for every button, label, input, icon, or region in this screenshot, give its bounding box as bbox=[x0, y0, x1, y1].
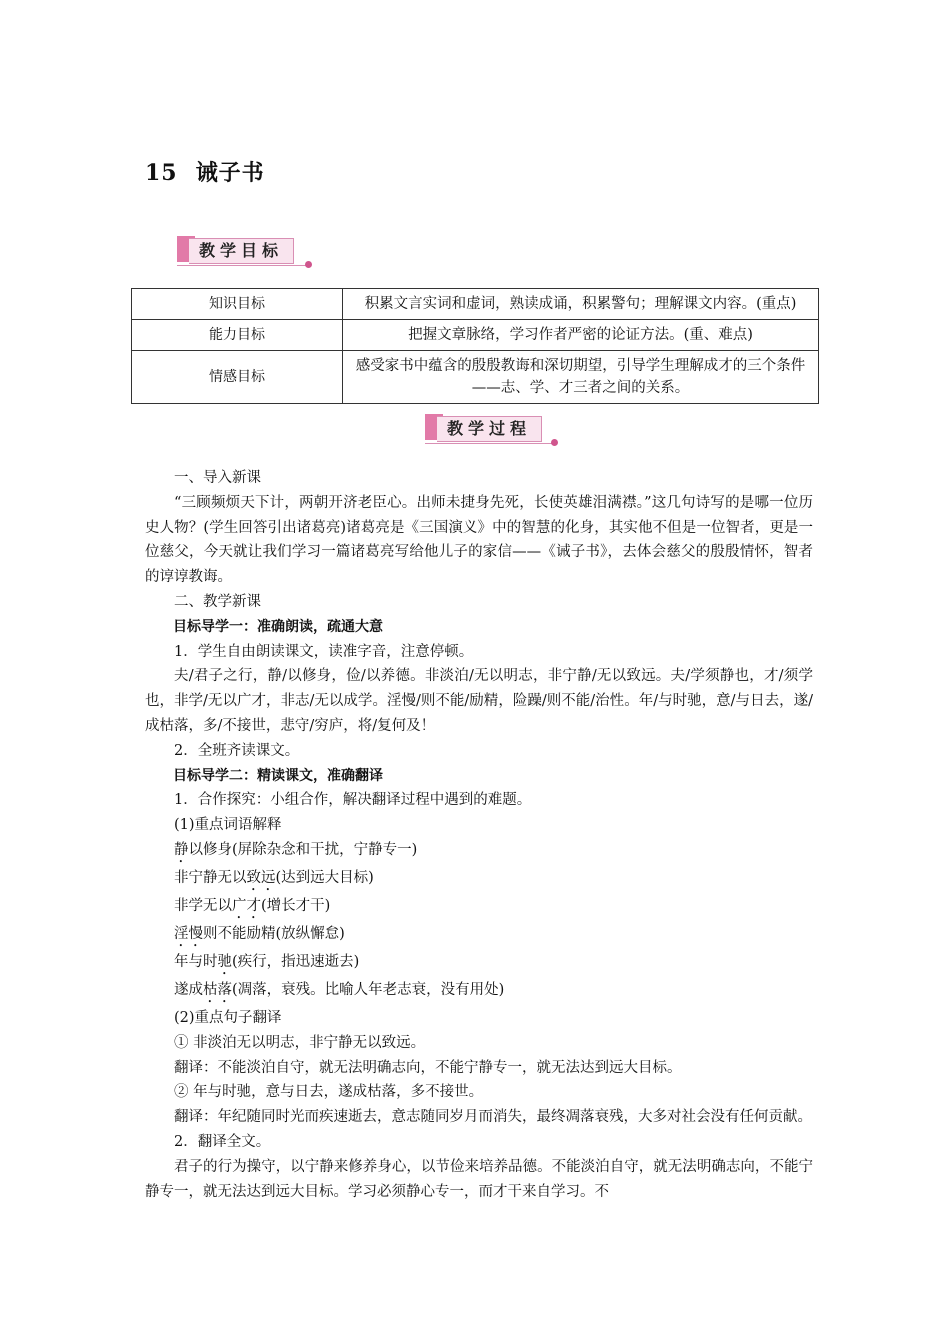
word-item: 非宁静无以致远(达到远大目标) bbox=[174, 869, 374, 886]
goal-heading: 目标导学二：精读课文，准确翻译 bbox=[173, 767, 383, 784]
translation: 翻译：不能淡泊自守，就无法明确志向，不能宁静专一，就无法达到远大目标。 bbox=[174, 1059, 682, 1076]
goal-content: 把握文章脉络，学习作者严密的论证方法。(重、难点) bbox=[343, 320, 819, 351]
lesson-title bbox=[145, 156, 265, 187]
goal-content: 感受家书中蕴含的殷殷教诲和深切期望，引导学生理解成才的三个条件——志、学、才三者之间的关系。 bbox=[343, 351, 819, 404]
sub-heading: (2)重点句子翻译 bbox=[174, 1009, 282, 1026]
lesson-body bbox=[145, 466, 813, 1204]
intro-paragraph: “三顾频烦天下计，两朝开济老臣心。出师未捷身先死，长使英雄泪满襟。”这几句诗写的是哪一位历史人物？(学生回答引出诸葛亮)诸葛亮是《三国演义》中的智慧的化身，其实他不但是一位智者，更是一位慈父，今天就让我们学习一篇诸葛亮写给他儿子的家信——《诫子书》，去体会慈父的殷殷情怀，智者的谆谆教诲。 bbox=[145, 494, 813, 586]
table-row bbox=[132, 351, 819, 404]
goals-banner bbox=[177, 236, 317, 270]
step-text: 1．学生自由朗读课文，读准字音，注意停顿。 bbox=[174, 643, 474, 660]
step-text: 2．全班齐读课文。 bbox=[174, 742, 300, 759]
goal-heading: 目标导学一：准确朗读，疏通大意 bbox=[173, 618, 383, 635]
key-word: 致远 bbox=[246, 869, 276, 886]
lesson-number: 15 bbox=[145, 160, 178, 186]
key-word: 驰 bbox=[217, 953, 232, 970]
word-item: 年与时驰(疾行，指迅速逝去) bbox=[174, 953, 360, 970]
reading-passage: 夫/君子之行，静/以修身，俭/以养德。非淡泊/无以明志，非宁静/无以致远。夫/学须静也，才/须学也，非学/无以广才，非志/无以成学。淫慢/则不能/励精，险躁/则不能/治性。年/与时驰，意/与日去，遂/成枯落，多/不接世，悲守/穷庐，将/复何及！ bbox=[145, 668, 813, 734]
key-word: 静 bbox=[174, 841, 189, 858]
word-item: 淫慢则不能励精(放纵懈怠) bbox=[174, 925, 345, 942]
key-word: 广才 bbox=[232, 897, 261, 914]
sub-heading: (1)重点词语解释 bbox=[174, 817, 282, 834]
full-translation: 君子的行为操守，以宁静来修养身心，以节俭来培养品德。不能淡泊自守，就无法明确志向，不能宁静专一，就无法达到远大目标。学习必须静心专一，而才干来自学习。不 bbox=[145, 1158, 813, 1200]
word-item: 遂成枯落(凋落，衰残。比喻人年老志衰，没有用处) bbox=[174, 981, 505, 998]
goals-banner-label: 教学目标 bbox=[189, 238, 294, 264]
goal-label: 情感目标 bbox=[132, 351, 343, 404]
banner-underline bbox=[177, 265, 307, 266]
section-heading: 二、教学新课 bbox=[174, 593, 261, 610]
process-banner bbox=[425, 414, 565, 448]
process-banner-label: 教学过程 bbox=[437, 416, 542, 442]
word-item: 静以修身(屏除杂念和干扰，宁静专一) bbox=[174, 841, 418, 858]
sentence: ① 非淡泊无以明志，非宁静无以致远。 bbox=[174, 1034, 426, 1051]
banner-underline bbox=[425, 443, 553, 444]
table-row bbox=[132, 320, 819, 351]
sentence: ② 年与时驰，意与日去，遂成枯落，多不接世。 bbox=[174, 1084, 484, 1101]
lesson-name: 诫子书 bbox=[195, 160, 265, 186]
banner-dot bbox=[551, 439, 558, 446]
translation: 翻译：年纪随同时光而疾速逝去，意志随同岁月而消失，最终凋落衰残，大多对社会没有任何贡献。 bbox=[174, 1109, 812, 1126]
goal-label: 知识目标 bbox=[132, 289, 343, 320]
word-item: 非学无以广才(增长才干) bbox=[174, 897, 331, 914]
step-text: 1．合作探究：小组合作，解决翻译过程中遇到的难题。 bbox=[174, 792, 532, 809]
key-word: 枯落 bbox=[203, 981, 232, 998]
section-heading: 一、导入新课 bbox=[174, 470, 261, 486]
goal-content: 积累文言实词和虚词，熟读成诵，积累警句；理解课文内容。(重点) bbox=[343, 289, 819, 320]
banner-dot bbox=[305, 261, 312, 268]
goal-label: 能力目标 bbox=[132, 320, 343, 351]
key-word: 淫慢 bbox=[174, 925, 203, 942]
step-text: 2．翻译全文。 bbox=[174, 1133, 271, 1150]
goals-table bbox=[131, 288, 819, 404]
table-row bbox=[132, 289, 819, 320]
